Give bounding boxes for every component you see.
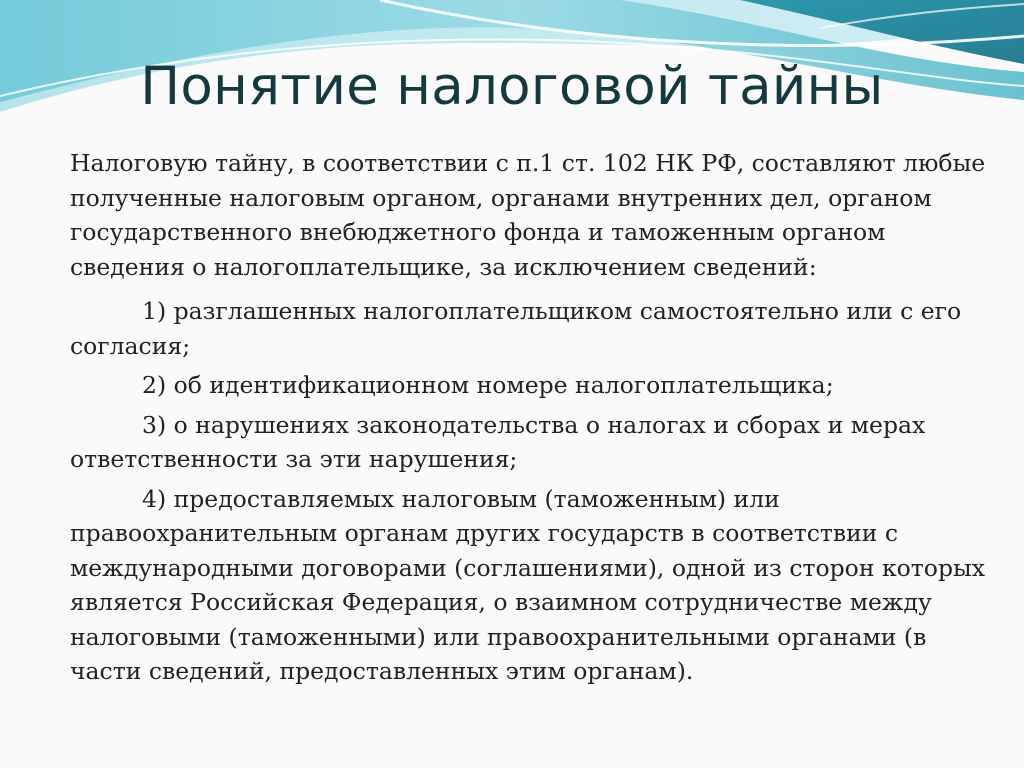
list-item: 3) о нарушениях законодательства о налогах и сборах и мерах ответственности за эти нарушения; <box>70 410 926 473</box>
list-item: 4) предоставляемых налоговым (таможенным) или правоохранительным органам других государств в соответствии с международными договорами (соглашениями), одной из сторон которых является Российская Федерация, о взаимном сотрудничестве между налоговыми (таможенными) или правоохранительными органами (в части сведений, предоставленных этим органам). <box>70 484 985 685</box>
slide-body <box>70 146 990 692</box>
slide-title: Понятие налоговой тайны <box>140 56 884 117</box>
list-item: 2) об идентификационном номере налогоплательщика; <box>142 371 834 399</box>
intro-paragraph: Налоговую тайну, в соответствии с п.1 ст. 102 НК РФ, составляют любые полученные налоговым органом, органами внутренних дел, органом государственного внебюджетного фонда и таможенным органом сведения о налогоплательщике, за исключением сведений: <box>70 149 986 281</box>
list-item: 1) разглашенных налогоплательщиком самостоятельно или с его согласия; <box>70 297 962 360</box>
